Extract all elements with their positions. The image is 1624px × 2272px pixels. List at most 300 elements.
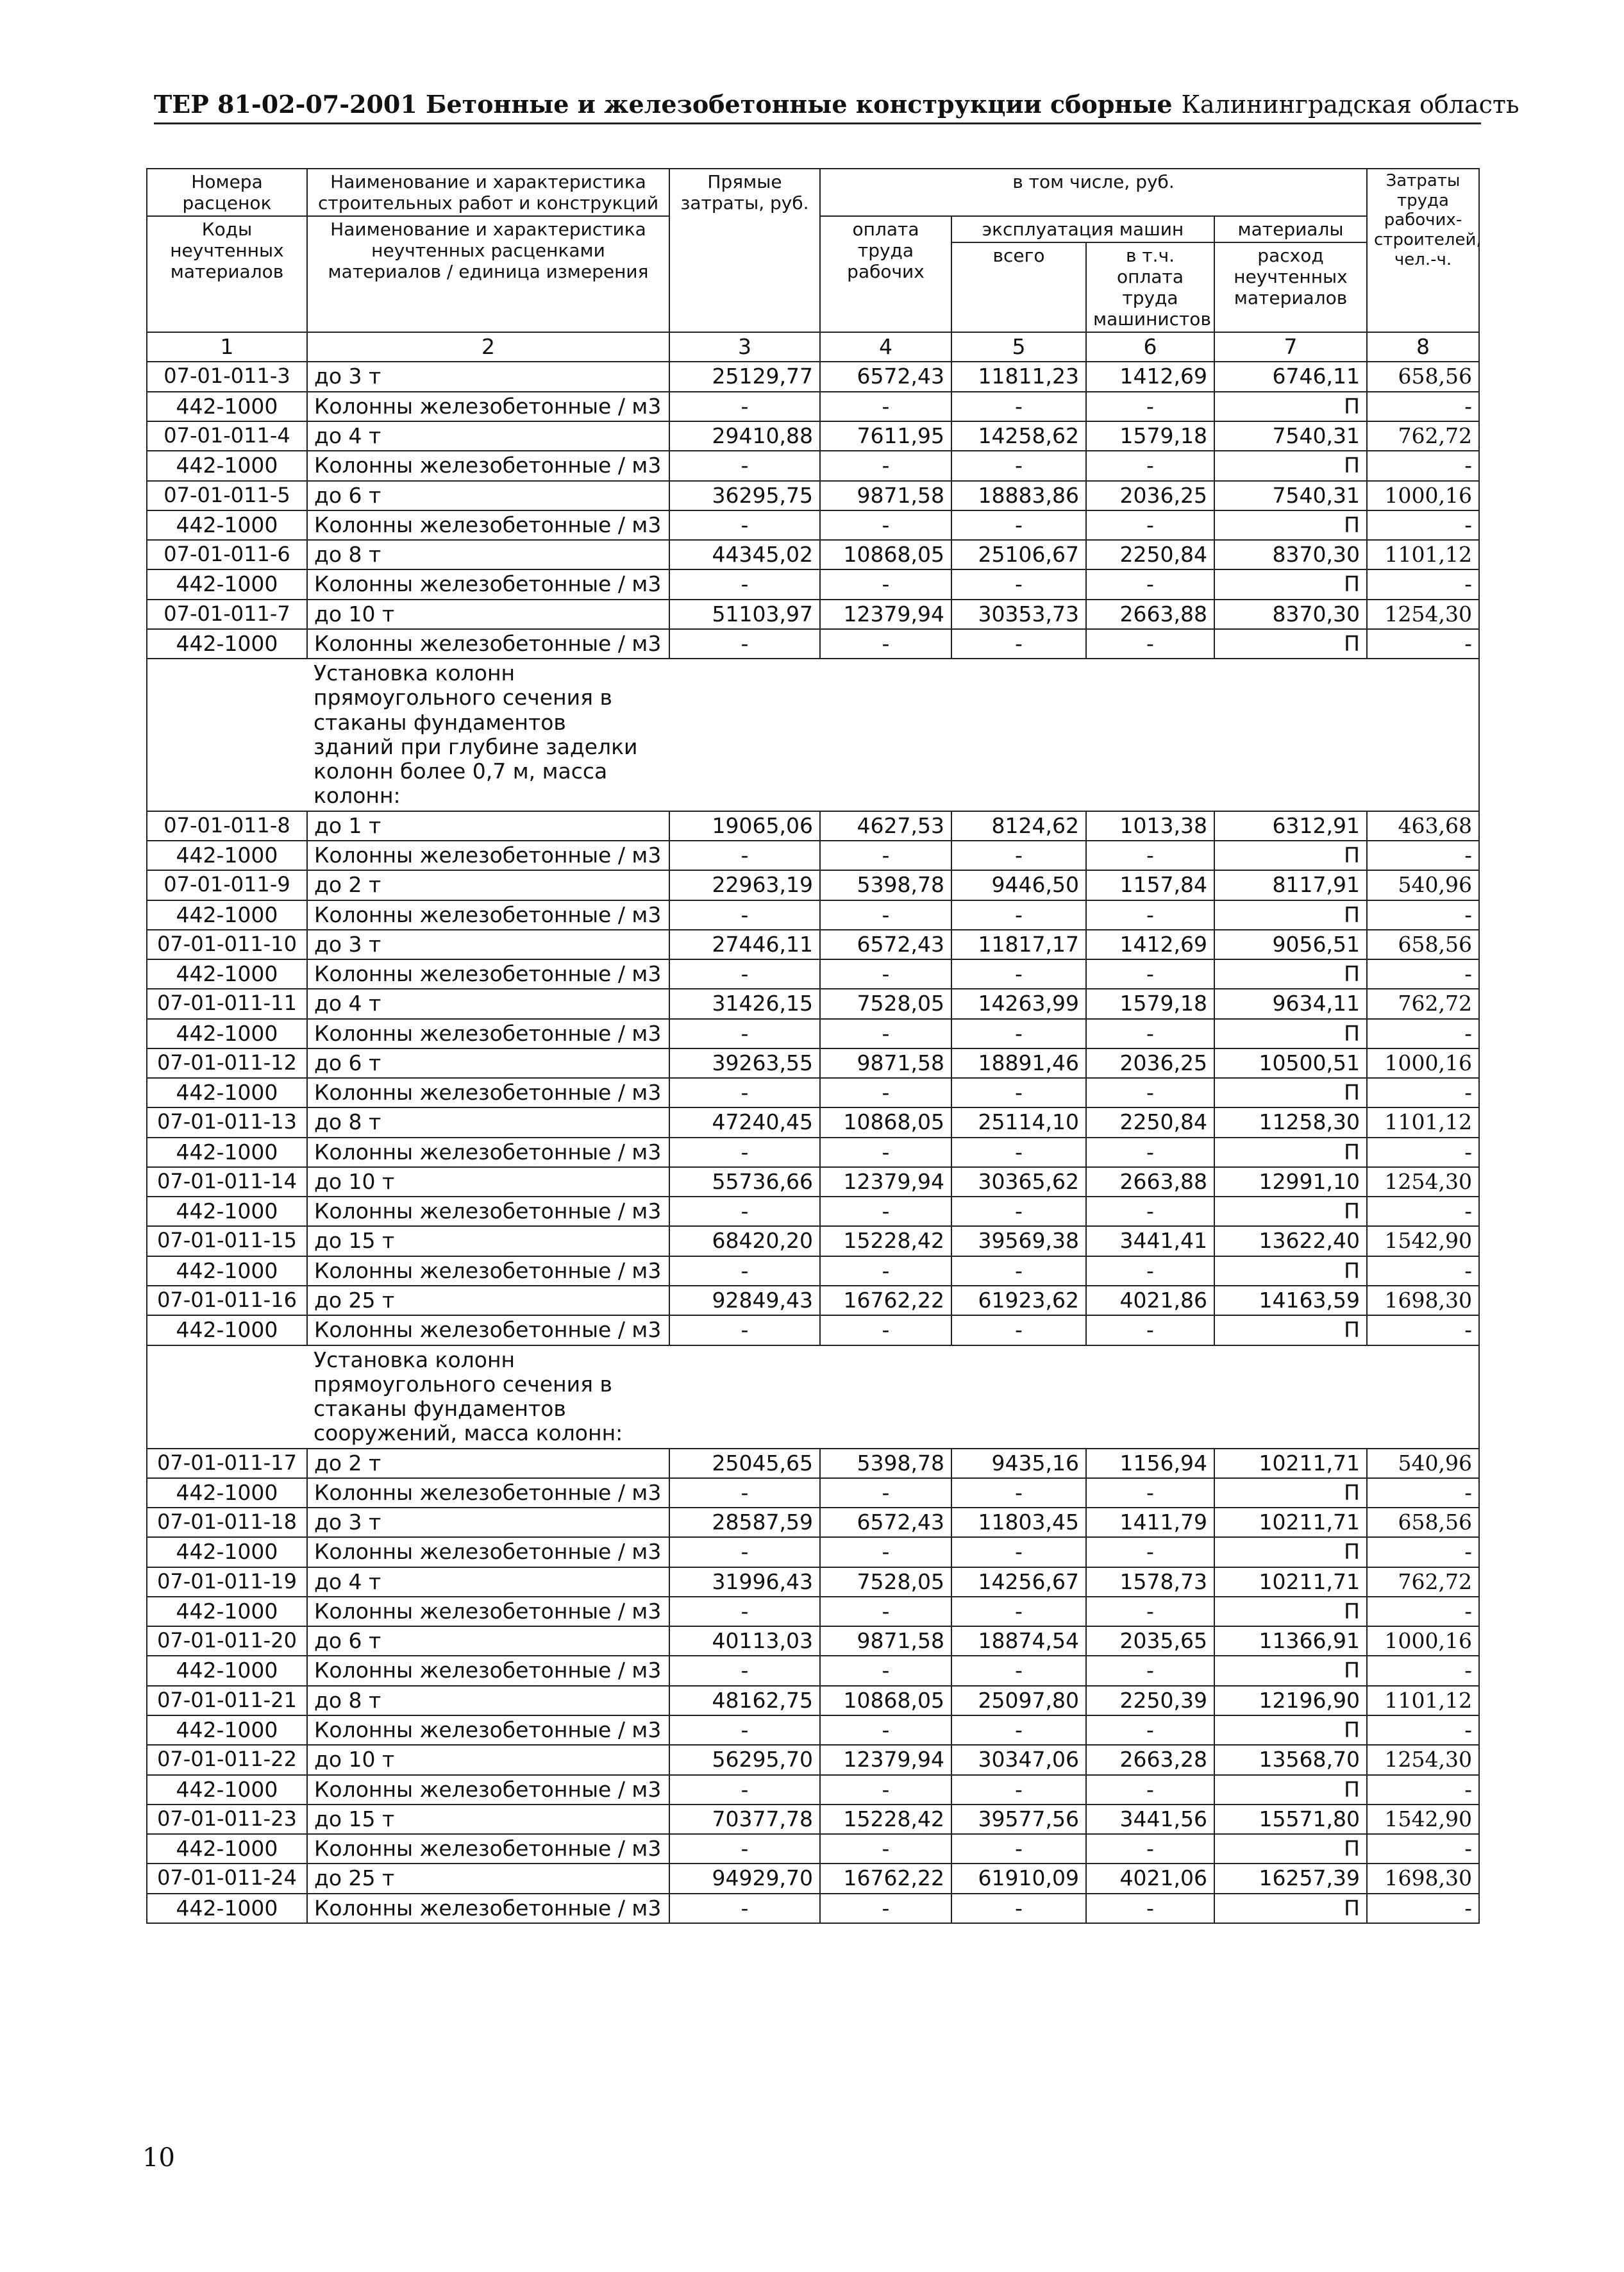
- machines-cost: 30353,73: [951, 600, 1086, 629]
- material-code: 442-1000: [147, 1775, 307, 1805]
- material-code: 442-1000: [147, 1597, 307, 1626]
- work-name: до 1 т: [307, 811, 669, 841]
- wages-dash: -: [820, 451, 951, 480]
- direct-cost: 48162,75: [669, 1686, 820, 1715]
- materials-cost: 8370,30: [1214, 540, 1367, 569]
- work-name: до 6 т: [307, 1626, 669, 1656]
- wages-cost: 5398,78: [820, 870, 951, 900]
- materials-cost: 15571,80: [1214, 1805, 1367, 1834]
- wages-cost: 7528,05: [820, 1567, 951, 1597]
- machinists-wages: 2036,25: [1086, 1048, 1214, 1078]
- machinists-dash: -: [1086, 392, 1214, 421]
- rates-table: [146, 168, 1480, 1924]
- materials-cost: 6312,91: [1214, 811, 1367, 841]
- materials-cost: 12196,90: [1214, 1686, 1367, 1715]
- table-row: [147, 1138, 1479, 1167]
- table-row: [147, 989, 1479, 1018]
- col-direct: Прямые затраты, руб.: [669, 169, 820, 332]
- work-name: до 2 т: [307, 870, 669, 900]
- labor-cost: 1542,90: [1367, 1226, 1479, 1256]
- table-row: [147, 1894, 1479, 1923]
- machines-dash: -: [951, 1537, 1086, 1567]
- wages-dash: -: [820, 1894, 951, 1923]
- col-number: 6: [1086, 332, 1214, 362]
- machines-cost: 18891,46: [951, 1048, 1086, 1078]
- machinists-dash: -: [1086, 1775, 1214, 1805]
- material-name: Колонны железобетонные / м3: [307, 1138, 669, 1167]
- col-labor: Затраты труда рабочих-строителей, чел.-ч.: [1367, 169, 1479, 332]
- labor-cost: 1101,12: [1367, 1107, 1479, 1137]
- work-name: до 4 т: [307, 989, 669, 1018]
- rate-code: 07-01-011-14: [147, 1167, 307, 1197]
- labor-dash: -: [1367, 1256, 1479, 1286]
- table-row: [147, 421, 1479, 451]
- wages-dash: -: [820, 1256, 951, 1286]
- work-name: до 15 т: [307, 1226, 669, 1256]
- section-blank-cell: [147, 659, 307, 811]
- rate-code: 07-01-011-18: [147, 1508, 307, 1537]
- table-row: [147, 1315, 1479, 1345]
- table-row: [147, 451, 1479, 480]
- wages-dash: -: [820, 1315, 951, 1345]
- work-name: до 3 т: [307, 930, 669, 959]
- wages-cost: 12379,94: [820, 1167, 951, 1197]
- materials-cost: 8117,91: [1214, 870, 1367, 900]
- table-row: [147, 1745, 1479, 1774]
- wages-cost: 12379,94: [820, 1745, 951, 1774]
- section-title-text: Установка колонн прямоугольного сечения в стаканы фундаментов сооружений, масса колонн:: [314, 1347, 623, 1446]
- machinists-dash: -: [1086, 1078, 1214, 1107]
- rate-code: 07-01-011-19: [147, 1567, 307, 1597]
- material-code: 442-1000: [147, 1256, 307, 1286]
- material-code: 442-1000: [147, 1078, 307, 1107]
- material-code: 442-1000: [147, 959, 307, 989]
- material-name: Колонны железобетонные / м3: [307, 1197, 669, 1226]
- machinists-wages: 2663,88: [1086, 600, 1214, 629]
- col-materials: материалы: [1214, 216, 1367, 242]
- direct-cost: 25045,65: [669, 1449, 820, 1478]
- col-number: 4: [820, 332, 951, 362]
- materials-cost: 6746,11: [1214, 362, 1367, 391]
- rate-code: 07-01-011-6: [147, 540, 307, 569]
- wages-dash: -: [820, 629, 951, 659]
- direct-cost-dash: -: [669, 1656, 820, 1685]
- materials-cost: 11258,30: [1214, 1107, 1367, 1137]
- col-machines-total: всего: [951, 242, 1086, 332]
- col-machines: эксплуатация машин: [951, 216, 1214, 242]
- direct-cost-dash: -: [669, 1894, 820, 1923]
- materials-cost: 10211,71: [1214, 1449, 1367, 1478]
- wages-cost: 12379,94: [820, 600, 951, 629]
- material-flag: П: [1214, 1834, 1367, 1864]
- machinists-wages: 1579,18: [1086, 421, 1214, 451]
- labor-cost: 1254,30: [1367, 600, 1479, 629]
- machinists-wages: 2250,84: [1086, 1107, 1214, 1137]
- material-name: Колонны железобетонные / м3: [307, 569, 669, 599]
- machines-dash: -: [951, 1078, 1086, 1107]
- direct-cost-dash: -: [669, 1537, 820, 1567]
- rate-code: 07-01-011-11: [147, 989, 307, 1018]
- material-name: Колонны железобетонные / м3: [307, 1478, 669, 1508]
- labor-cost: 1101,12: [1367, 540, 1479, 569]
- rate-code: 07-01-011-16: [147, 1286, 307, 1315]
- material-code: 442-1000: [147, 1478, 307, 1508]
- machinists-wages: 1411,79: [1086, 1508, 1214, 1537]
- direct-cost: 19065,06: [669, 811, 820, 841]
- machines-dash: -: [951, 629, 1086, 659]
- machines-dash: -: [951, 959, 1086, 989]
- wages-cost: 6572,43: [820, 362, 951, 391]
- machines-cost: 25097,80: [951, 1686, 1086, 1715]
- direct-cost: 27446,11: [669, 930, 820, 959]
- machinists-wages: 1156,94: [1086, 1449, 1214, 1478]
- wages-cost: 16762,22: [820, 1864, 951, 1893]
- table-row: [147, 1078, 1479, 1107]
- direct-cost: 44345,02: [669, 540, 820, 569]
- material-code: 442-1000: [147, 1138, 307, 1167]
- wages-dash: -: [820, 1715, 951, 1745]
- machinists-dash: -: [1086, 1834, 1214, 1864]
- direct-cost: 31996,43: [669, 1567, 820, 1597]
- table-row: [147, 1019, 1479, 1048]
- work-name: до 8 т: [307, 1686, 669, 1715]
- wages-cost: 5398,78: [820, 1449, 951, 1478]
- direct-cost: 68420,20: [669, 1226, 820, 1256]
- labor-dash: -: [1367, 1078, 1479, 1107]
- machines-cost: 11811,23: [951, 362, 1086, 391]
- work-name: до 3 т: [307, 362, 669, 391]
- material-code: 442-1000: [147, 392, 307, 421]
- table-row: [147, 1715, 1479, 1745]
- machines-cost: 9446,50: [951, 870, 1086, 900]
- materials-cost: 14163,59: [1214, 1286, 1367, 1315]
- wages-cost: 7611,95: [820, 421, 951, 451]
- machines-dash: -: [951, 900, 1086, 930]
- col-including: в том числе, руб.: [820, 169, 1367, 216]
- table-row: [147, 1478, 1479, 1508]
- direct-cost: 31426,15: [669, 989, 820, 1018]
- material-flag: П: [1214, 451, 1367, 480]
- labor-dash: -: [1367, 510, 1479, 540]
- material-code: 442-1000: [147, 629, 307, 659]
- material-name: Колонны железобетонные / м3: [307, 451, 669, 480]
- labor-dash: -: [1367, 1315, 1479, 1345]
- machines-cost: 11803,45: [951, 1508, 1086, 1537]
- machinists-wages: 2035,65: [1086, 1626, 1214, 1656]
- wages-dash: -: [820, 1197, 951, 1226]
- page-number: 10: [142, 2143, 175, 2173]
- table-row: [147, 1805, 1479, 1834]
- wages-dash: -: [820, 392, 951, 421]
- material-code: 442-1000: [147, 1019, 307, 1048]
- table-row: [147, 1834, 1479, 1864]
- direct-cost-dash: -: [669, 1775, 820, 1805]
- machines-dash: -: [951, 1834, 1086, 1864]
- machinists-wages: 2250,39: [1086, 1686, 1214, 1715]
- machinists-dash: -: [1086, 629, 1214, 659]
- material-name: Колонны железобетонные / м3: [307, 1715, 669, 1745]
- wages-cost: 15228,42: [820, 1805, 951, 1834]
- col-number: 7: [1214, 332, 1367, 362]
- material-flag: П: [1214, 392, 1367, 421]
- table-row: [147, 1286, 1479, 1315]
- wages-dash: -: [820, 1078, 951, 1107]
- machines-cost: 9435,16: [951, 1449, 1086, 1478]
- table-row: [147, 1256, 1479, 1286]
- labor-dash: -: [1367, 1656, 1479, 1685]
- page-header: [154, 90, 1519, 124]
- direct-cost-dash: -: [669, 959, 820, 989]
- material-name: Колонны железобетонные / м3: [307, 1019, 669, 1048]
- rate-code: 07-01-011-13: [147, 1107, 307, 1137]
- machinists-dash: -: [1086, 1019, 1214, 1048]
- machines-cost: 39569,38: [951, 1226, 1086, 1256]
- direct-cost: 25129,77: [669, 362, 820, 391]
- table-row: [147, 1048, 1479, 1078]
- direct-cost: 94929,70: [669, 1864, 820, 1893]
- table-row: [147, 600, 1479, 629]
- labor-cost: 658,56: [1367, 1508, 1479, 1537]
- wages-cost: 9871,58: [820, 1626, 951, 1656]
- rate-code: 07-01-011-22: [147, 1745, 307, 1774]
- machines-cost: 39577,56: [951, 1805, 1086, 1834]
- materials-cost: 10211,71: [1214, 1567, 1367, 1597]
- machines-cost: 18883,86: [951, 481, 1086, 510]
- direct-cost-dash: -: [669, 1078, 820, 1107]
- material-flag: П: [1214, 1597, 1367, 1626]
- wages-cost: 9871,58: [820, 1048, 951, 1078]
- table-row: [147, 1107, 1479, 1137]
- direct-cost-dash: -: [669, 1315, 820, 1345]
- machinists-dash: -: [1086, 510, 1214, 540]
- section-title: [307, 1345, 1479, 1449]
- labor-dash: -: [1367, 392, 1479, 421]
- machines-cost: 11817,17: [951, 930, 1086, 959]
- materials-cost: 10211,71: [1214, 1508, 1367, 1537]
- wages-dash: -: [820, 1478, 951, 1508]
- machines-cost: 30365,62: [951, 1167, 1086, 1197]
- material-flag: П: [1214, 1715, 1367, 1745]
- table-row: [147, 1567, 1479, 1597]
- direct-cost-dash: -: [669, 1597, 820, 1626]
- table-row: [147, 510, 1479, 540]
- table-row: [147, 1449, 1479, 1478]
- work-name: до 25 т: [307, 1864, 669, 1893]
- direct-cost: 92849,43: [669, 1286, 820, 1315]
- materials-cost: 11366,91: [1214, 1626, 1367, 1656]
- material-code: 442-1000: [147, 569, 307, 599]
- section-blank-cell: [147, 1345, 307, 1449]
- wages-dash: -: [820, 1138, 951, 1167]
- machinists-dash: -: [1086, 1597, 1214, 1626]
- machinists-wages: 2036,25: [1086, 481, 1214, 510]
- machines-dash: -: [951, 1019, 1086, 1048]
- labor-dash: -: [1367, 451, 1479, 480]
- section-title-text: Установка колонн прямоугольного сечения в стаканы фундаментов зданий при глубине заделки колонн более 0,7 м, масса колонн:: [314, 661, 638, 809]
- wages-cost: 4627,53: [820, 811, 951, 841]
- labor-dash: -: [1367, 1197, 1479, 1226]
- machines-dash: -: [951, 841, 1086, 870]
- col-materials-unaccounted: расход неучтенных материалов: [1214, 242, 1367, 332]
- direct-cost: 70377,78: [669, 1805, 820, 1834]
- material-flag: П: [1214, 1775, 1367, 1805]
- machinists-dash: -: [1086, 569, 1214, 599]
- table-row: [147, 569, 1479, 599]
- material-code: 442-1000: [147, 510, 307, 540]
- rate-code: 07-01-011-15: [147, 1226, 307, 1256]
- machinists-dash: -: [1086, 1256, 1214, 1286]
- material-name: Колонны железобетонные / м3: [307, 1656, 669, 1685]
- machinists-dash: -: [1086, 1478, 1214, 1508]
- machines-dash: -: [951, 1315, 1086, 1345]
- machines-dash: -: [951, 1894, 1086, 1923]
- col-wages: оплата труда рабочих: [820, 216, 951, 332]
- wages-dash: -: [820, 1775, 951, 1805]
- material-code: 442-1000: [147, 451, 307, 480]
- wages-dash: -: [820, 1597, 951, 1626]
- table-row: [147, 1167, 1479, 1197]
- material-flag: П: [1214, 1894, 1367, 1923]
- labor-cost: 1101,12: [1367, 1686, 1479, 1715]
- material-name: Колонны железобетонные / м3: [307, 1894, 669, 1923]
- machinists-wages: 4021,06: [1086, 1864, 1214, 1893]
- machines-dash: -: [951, 510, 1086, 540]
- col-machines-wages: в т.ч. оплата труда машинистов: [1086, 242, 1214, 332]
- materials-cost: 7540,31: [1214, 481, 1367, 510]
- wages-cost: 6572,43: [820, 930, 951, 959]
- machinists-wages: 1157,84: [1086, 870, 1214, 900]
- material-name: Колонны железобетонные / м3: [307, 1315, 669, 1345]
- col-code-bottom: Коды неучтенных материалов: [147, 216, 307, 332]
- work-name: до 10 т: [307, 1745, 669, 1774]
- col-number: 1: [147, 332, 307, 362]
- wages-cost: 7528,05: [820, 989, 951, 1018]
- col-number: 3: [669, 332, 820, 362]
- rate-code: 07-01-011-23: [147, 1805, 307, 1834]
- direct-cost-dash: -: [669, 1197, 820, 1226]
- wages-cost: 10868,05: [820, 1686, 951, 1715]
- material-code: 442-1000: [147, 841, 307, 870]
- material-code: 442-1000: [147, 900, 307, 930]
- wages-cost: 15228,42: [820, 1226, 951, 1256]
- table-row: [147, 1597, 1479, 1626]
- table-row: [147, 629, 1479, 659]
- material-name: Колонны железобетонные / м3: [307, 392, 669, 421]
- machines-cost: 14258,62: [951, 421, 1086, 451]
- work-name: до 4 т: [307, 421, 669, 451]
- rate-code: 07-01-011-17: [147, 1449, 307, 1478]
- rate-code: 07-01-011-21: [147, 1686, 307, 1715]
- materials-cost: 16257,39: [1214, 1864, 1367, 1893]
- work-name: до 25 т: [307, 1286, 669, 1315]
- material-flag: П: [1214, 900, 1367, 930]
- material-name: Колонны железобетонные / м3: [307, 510, 669, 540]
- direct-cost: 55736,66: [669, 1167, 820, 1197]
- direct-cost-dash: -: [669, 1138, 820, 1167]
- rate-code: 07-01-011-12: [147, 1048, 307, 1078]
- table-row: [147, 1508, 1479, 1537]
- materials-cost: 8370,30: [1214, 600, 1367, 629]
- material-flag: П: [1214, 629, 1367, 659]
- rate-code: 07-01-011-9: [147, 870, 307, 900]
- direct-cost: 47240,45: [669, 1107, 820, 1137]
- material-flag: П: [1214, 510, 1367, 540]
- machines-dash: -: [951, 1715, 1086, 1745]
- machinists-wages: 4021,86: [1086, 1286, 1214, 1315]
- machinists-wages: 1013,38: [1086, 811, 1214, 841]
- direct-cost-dash: -: [669, 1019, 820, 1048]
- work-name: до 10 т: [307, 600, 669, 629]
- rate-code: 07-01-011-10: [147, 930, 307, 959]
- machinists-dash: -: [1086, 841, 1214, 870]
- direct-cost: 22963,19: [669, 870, 820, 900]
- material-flag: П: [1214, 1656, 1367, 1685]
- wages-cost: 10868,05: [820, 1107, 951, 1137]
- work-name: до 10 т: [307, 1167, 669, 1197]
- machines-cost: 30347,06: [951, 1745, 1086, 1774]
- machinists-wages: 2250,84: [1086, 540, 1214, 569]
- labor-dash: -: [1367, 1715, 1479, 1745]
- labor-dash: -: [1367, 1834, 1479, 1864]
- col-number: 8: [1367, 332, 1479, 362]
- rate-code: 07-01-011-24: [147, 1864, 307, 1893]
- materials-cost: 9056,51: [1214, 930, 1367, 959]
- machinists-wages: 1412,69: [1086, 362, 1214, 391]
- machines-cost: 61923,62: [951, 1286, 1086, 1315]
- materials-cost: 7540,31: [1214, 421, 1367, 451]
- material-code: 442-1000: [147, 1834, 307, 1864]
- machinists-wages: 3441,56: [1086, 1805, 1214, 1834]
- wages-dash: -: [820, 1656, 951, 1685]
- wages-cost: 9871,58: [820, 481, 951, 510]
- material-code: 442-1000: [147, 1656, 307, 1685]
- table-row: [147, 900, 1479, 930]
- direct-cost: 51103,97: [669, 600, 820, 629]
- material-name: Колонны железобетонные / м3: [307, 1256, 669, 1286]
- machines-dash: -: [951, 1256, 1086, 1286]
- machinists-dash: -: [1086, 1894, 1214, 1923]
- direct-cost: 36295,75: [669, 481, 820, 510]
- material-name: Колонны железобетонные / м3: [307, 1078, 669, 1107]
- rate-code: 07-01-011-8: [147, 811, 307, 841]
- labor-cost: 1000,16: [1367, 1048, 1479, 1078]
- machinists-wages: 1578,73: [1086, 1567, 1214, 1597]
- work-name: до 4 т: [307, 1567, 669, 1597]
- machinists-wages: 2663,88: [1086, 1167, 1214, 1197]
- table-row: [147, 841, 1479, 870]
- machinists-dash: -: [1086, 451, 1214, 480]
- labor-dash: -: [1367, 1894, 1479, 1923]
- machinists-wages: 1579,18: [1086, 989, 1214, 1018]
- work-name: до 2 т: [307, 1449, 669, 1478]
- machines-dash: -: [951, 1775, 1086, 1805]
- machines-dash: -: [951, 1656, 1086, 1685]
- direct-cost-dash: -: [669, 841, 820, 870]
- wages-cost: 16762,22: [820, 1286, 951, 1315]
- machinists-dash: -: [1086, 959, 1214, 989]
- direct-cost-dash: -: [669, 900, 820, 930]
- labor-cost: 658,56: [1367, 930, 1479, 959]
- machinists-dash: -: [1086, 1197, 1214, 1226]
- labor-dash: -: [1367, 841, 1479, 870]
- machines-dash: -: [951, 1138, 1086, 1167]
- material-flag: П: [1214, 1256, 1367, 1286]
- rate-code: 07-01-011-3: [147, 362, 307, 391]
- wages-cost: 10868,05: [820, 540, 951, 569]
- material-name: Колонны железобетонные / м3: [307, 959, 669, 989]
- materials-cost: 10500,51: [1214, 1048, 1367, 1078]
- material-flag: П: [1214, 841, 1367, 870]
